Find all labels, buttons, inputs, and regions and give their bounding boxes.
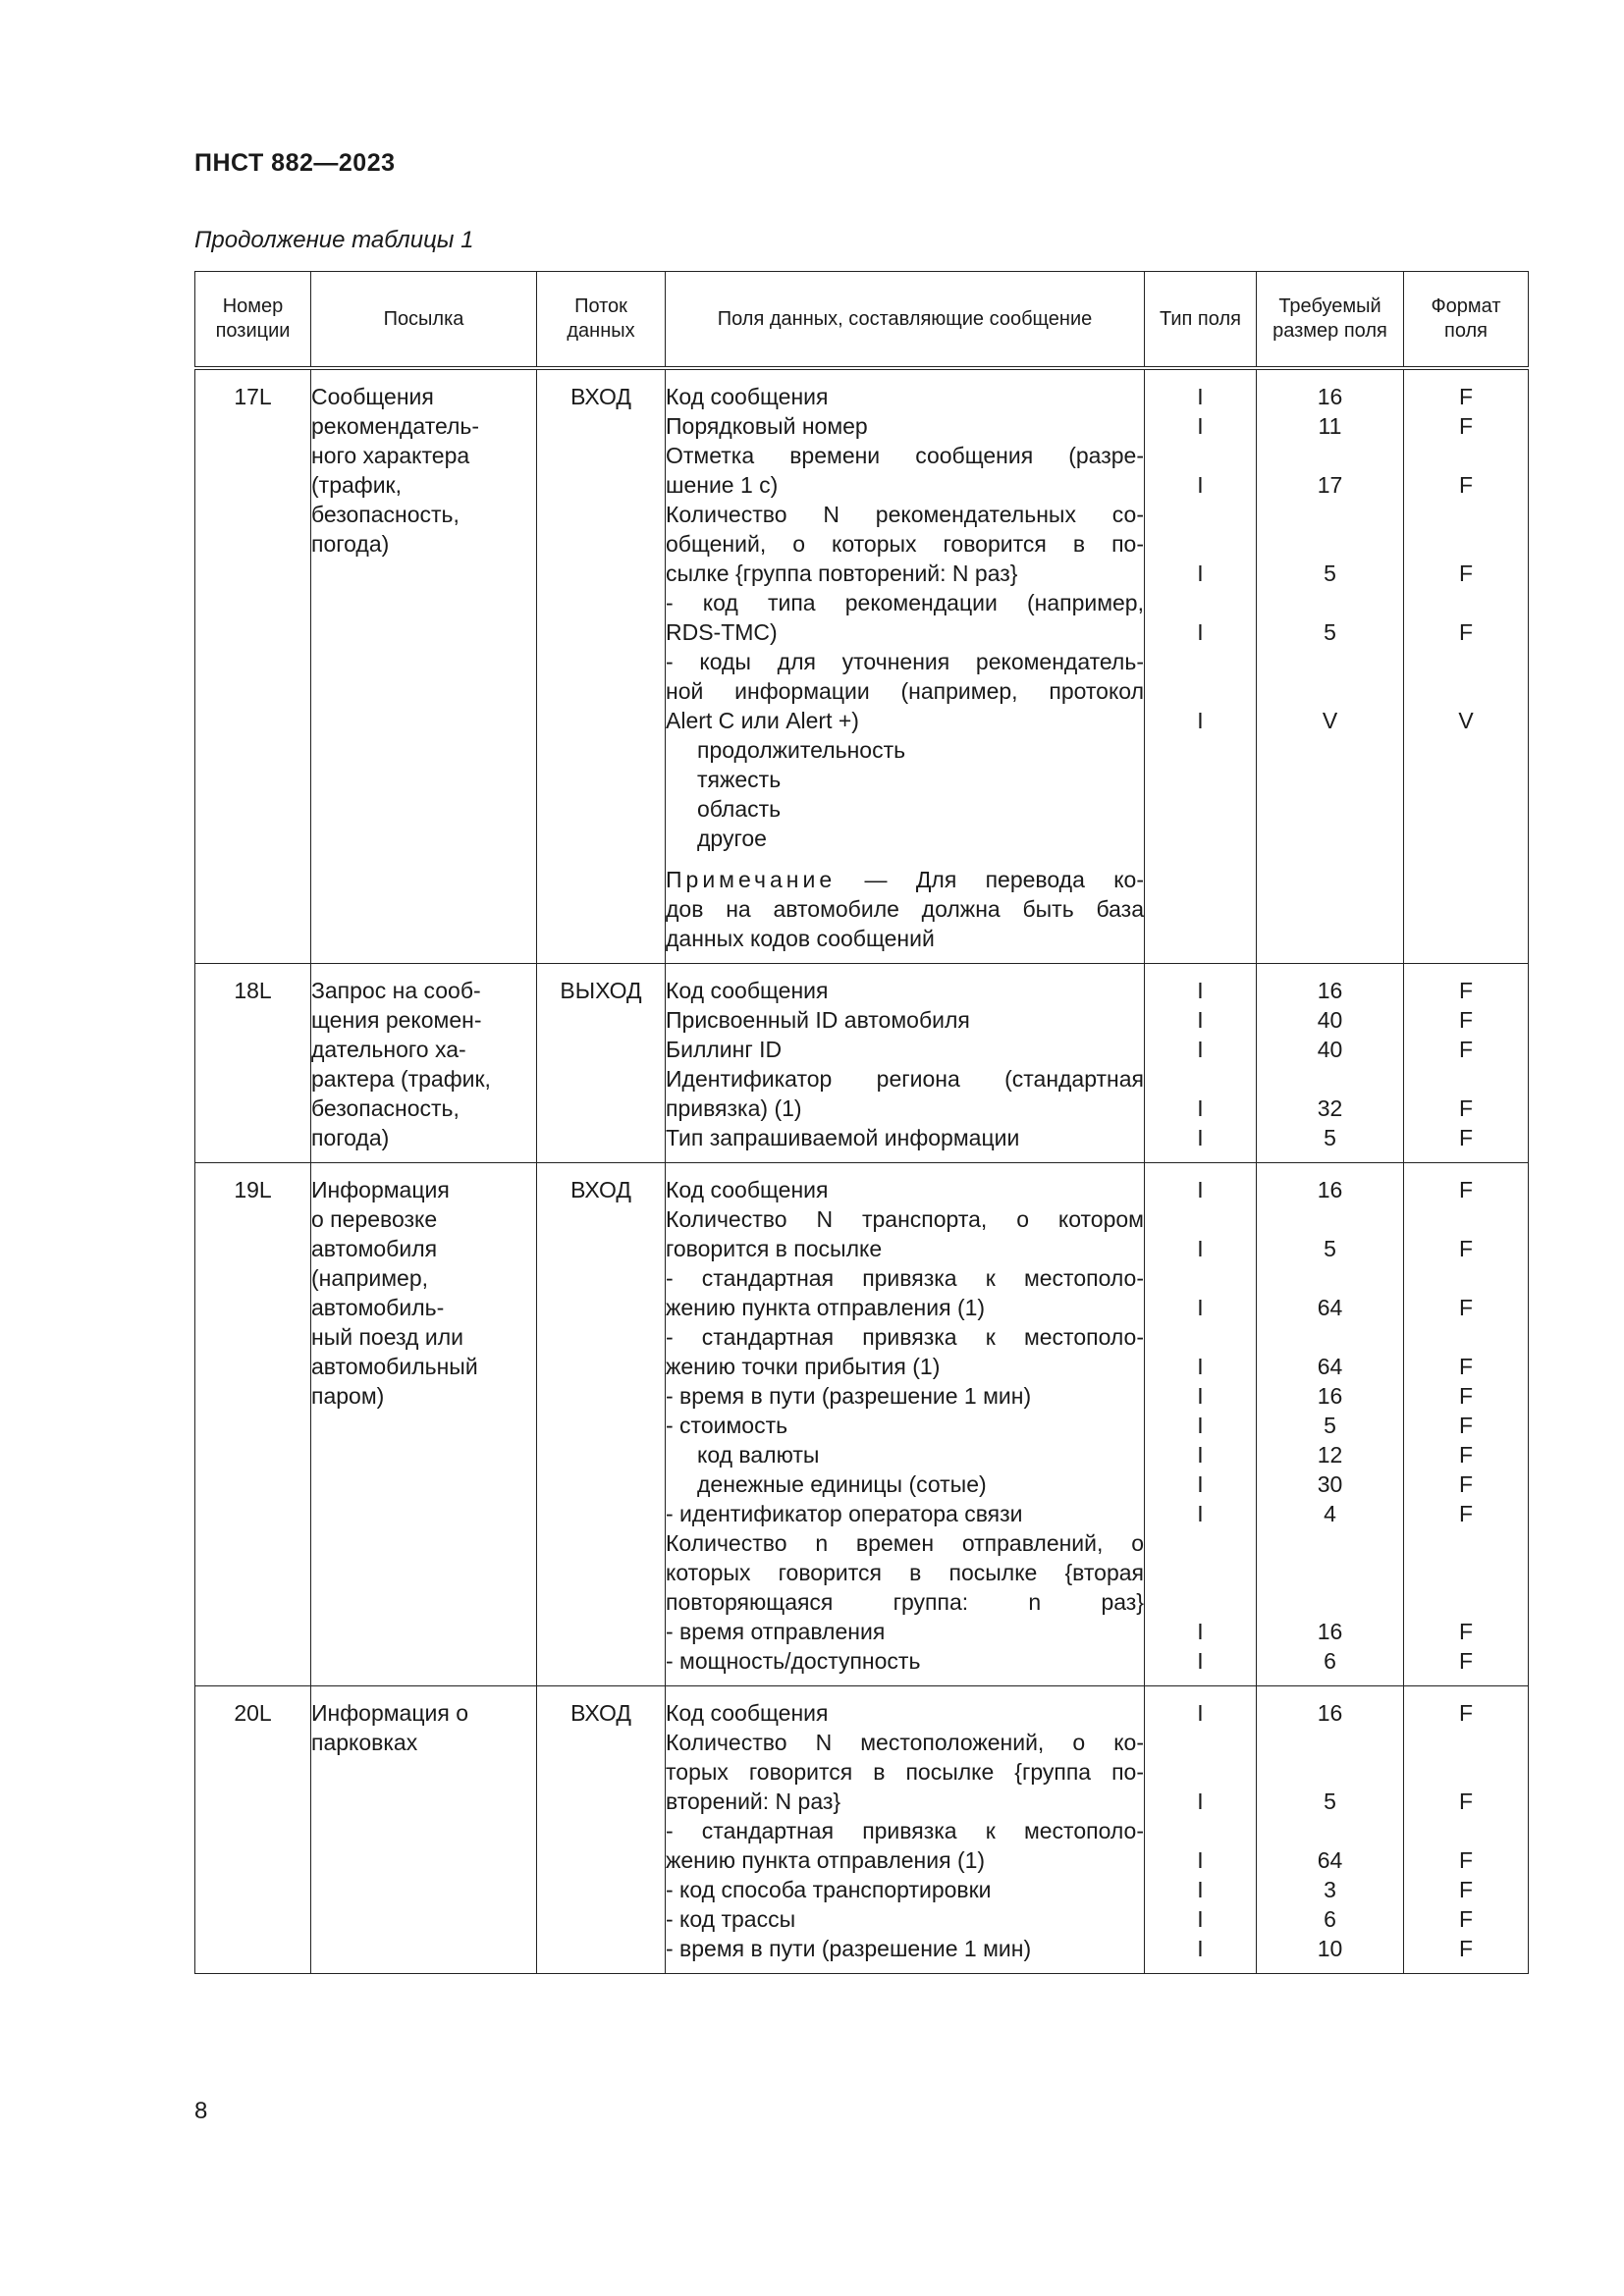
- field-format: F: [1458, 1177, 1474, 1202]
- field-line: - код трассы: [666, 1906, 796, 1932]
- field-type: I: [1197, 1648, 1204, 1674]
- field-size: 40: [1317, 1007, 1343, 1033]
- field-format: [1404, 588, 1528, 617]
- field-format: F: [1458, 1877, 1474, 1902]
- table-row: [195, 964, 1529, 1163]
- message-line: погода): [311, 531, 390, 557]
- field-type: I: [1197, 1095, 1204, 1121]
- field-type: [1145, 529, 1256, 559]
- field-size: 11: [1318, 413, 1342, 439]
- field-line: Код сообщения: [666, 1177, 829, 1202]
- field-type: I: [1197, 1877, 1204, 1902]
- field-type: [1145, 500, 1256, 529]
- message-line: (трафик,: [311, 472, 402, 498]
- field-line: Тип запрашиваемой информации: [666, 1125, 1020, 1150]
- field-size: 3: [1324, 1877, 1336, 1902]
- field-line: Код сообщения: [666, 978, 829, 1003]
- field-line: сылке {группа повторений: N раз}: [666, 561, 1018, 586]
- field-line: - время отправления: [666, 1619, 886, 1644]
- field-line: жению пункта отправления (1): [666, 1295, 986, 1320]
- field-size: [1257, 1528, 1403, 1558]
- field-type: I: [1197, 708, 1204, 733]
- field-type: [1145, 1528, 1256, 1558]
- field-line: которых говорится в посылке {вторая: [666, 1560, 1144, 1585]
- field-format: F: [1458, 1383, 1474, 1409]
- field-format: [1404, 1322, 1528, 1352]
- field-size: 5: [1324, 1789, 1336, 1814]
- field-type: I: [1197, 1936, 1204, 1961]
- field-type: [1145, 735, 1256, 765]
- field-size: [1257, 1587, 1403, 1617]
- message-line: дательного ха-: [311, 1037, 466, 1062]
- field-format: F: [1458, 1471, 1474, 1497]
- row-number: 18L: [195, 964, 311, 1163]
- field-type: I: [1197, 1906, 1204, 1932]
- field-line: RDS-TMC): [666, 619, 778, 645]
- field-size: [1257, 735, 1403, 765]
- field-size: 5: [1324, 1125, 1336, 1150]
- header-size: Требуемый размер поля: [1257, 272, 1404, 369]
- field-format: [1404, 1064, 1528, 1094]
- document-header: ПНСТ 882—2023: [194, 149, 396, 177]
- field-line: Идентификатор региона (стандартная: [666, 1066, 1144, 1092]
- field-size: [1257, 500, 1403, 529]
- field-size: [1257, 1204, 1403, 1234]
- field-line: Количество n времен отправлений, о: [666, 1530, 1144, 1556]
- field-format: [1404, 676, 1528, 706]
- field-type: [1145, 647, 1256, 676]
- message-line: безопасность,: [311, 1095, 460, 1121]
- field-format: F: [1458, 1354, 1474, 1379]
- field-type: I: [1197, 1847, 1204, 1873]
- field-format: [1404, 1558, 1528, 1587]
- row-fields: [666, 368, 1145, 964]
- table-header-row: [195, 272, 1529, 369]
- field-size: 32: [1317, 1095, 1343, 1121]
- row-flow: ВХОД: [537, 1686, 666, 1974]
- field-line: жению точки прибытия (1): [666, 1354, 941, 1379]
- field-size: 16: [1317, 1177, 1343, 1202]
- field-size: [1257, 529, 1403, 559]
- field-line: - стоимость: [666, 1413, 788, 1438]
- field-format: V: [1458, 708, 1474, 733]
- field-size: 17: [1317, 472, 1343, 498]
- field-line: говорится в посылке: [666, 1236, 883, 1261]
- row-fields: [666, 1686, 1145, 1974]
- note-text: — Для перевода ко-: [864, 867, 1145, 892]
- field-type: I: [1197, 1442, 1204, 1468]
- field-line: тяжесть: [697, 767, 782, 792]
- row-field-sizes: [1257, 1686, 1404, 1974]
- row-field-formats: [1404, 1686, 1529, 1974]
- field-line: Порядковый номер: [666, 413, 868, 439]
- message-line: рактера (трафик,: [311, 1066, 491, 1092]
- field-format: [1404, 794, 1528, 824]
- field-size: [1257, 676, 1403, 706]
- field-size: 5: [1324, 1413, 1336, 1438]
- field-type: [1145, 1728, 1256, 1757]
- field-format: [1404, 1728, 1528, 1757]
- field-type: I: [1197, 1125, 1204, 1150]
- field-line: продолжительность: [697, 737, 906, 763]
- field-format: F: [1458, 978, 1474, 1003]
- field-format: F: [1458, 1007, 1474, 1033]
- row-number: 17L: [195, 368, 311, 964]
- field-line: Alert C или Alert +): [666, 708, 859, 733]
- field-type: I: [1197, 1037, 1204, 1062]
- field-type: [1145, 676, 1256, 706]
- field-format: [1404, 1587, 1528, 1617]
- note-line: дов на автомобиле должна быть база: [666, 896, 1144, 922]
- message-line: автомобиля: [311, 1236, 438, 1261]
- field-size: 64: [1317, 1295, 1343, 1320]
- field-type: [1145, 1064, 1256, 1094]
- field-format: F: [1458, 1936, 1474, 1961]
- field-format: F: [1458, 472, 1474, 498]
- field-format: F: [1458, 1700, 1474, 1726]
- field-line: - идентификатор оператора связи: [666, 1501, 1023, 1526]
- field-size: 5: [1324, 1236, 1336, 1261]
- field-type: I: [1197, 1354, 1204, 1379]
- field-format: F: [1458, 1037, 1474, 1062]
- field-size: [1257, 1757, 1403, 1787]
- field-type: I: [1197, 978, 1204, 1003]
- row-message: [311, 1163, 537, 1686]
- field-size: 10: [1317, 1936, 1343, 1961]
- field-line: Количество N транспорта, о котором: [666, 1206, 1144, 1232]
- field-type: I: [1197, 1700, 1204, 1726]
- field-size: [1257, 1263, 1403, 1293]
- message-line: паром): [311, 1383, 385, 1409]
- field-line: область: [697, 796, 782, 822]
- field-size: 16: [1317, 1700, 1343, 1726]
- field-format: [1404, 1528, 1528, 1558]
- message-line: щения рекомен-: [311, 1007, 482, 1033]
- field-line: Код сообщения: [666, 384, 829, 409]
- field-format: [1404, 529, 1528, 559]
- field-size: 16: [1317, 1383, 1343, 1409]
- header-fmt: Формат поля: [1404, 272, 1529, 369]
- field-format: [1404, 735, 1528, 765]
- header-type: Тип поля: [1145, 272, 1257, 369]
- field-size: [1257, 441, 1403, 470]
- field-type: I: [1197, 1177, 1204, 1202]
- field-line: - код типа рекомендации (например,: [666, 590, 1144, 615]
- page-number: 8: [194, 2098, 208, 2124]
- field-size: [1257, 1322, 1403, 1352]
- header-msg: Посылка: [311, 272, 537, 369]
- field-type: I: [1197, 1413, 1204, 1438]
- field-size: 6: [1324, 1648, 1336, 1674]
- message-line: парковках: [311, 1730, 418, 1755]
- field-line: - мощность/доступность: [666, 1648, 921, 1674]
- field-type: I: [1197, 1236, 1204, 1261]
- field-size: 64: [1317, 1354, 1343, 1379]
- field-line: - стандартная привязка к местополо-: [666, 1818, 1144, 1843]
- row-field-formats: [1404, 1163, 1529, 1686]
- field-format: F: [1458, 1236, 1474, 1261]
- row-field-sizes: [1257, 964, 1404, 1163]
- field-format: F: [1458, 1906, 1474, 1932]
- field-size: [1257, 1728, 1403, 1757]
- field-line: Количество N местоположений, о ко-: [666, 1730, 1144, 1755]
- field-type: I: [1197, 1471, 1204, 1497]
- field-format: F: [1458, 1413, 1474, 1438]
- field-format: [1404, 441, 1528, 470]
- field-line: торых говорится в посылке {группа по-: [666, 1759, 1144, 1785]
- field-format: F: [1458, 619, 1474, 645]
- field-format: F: [1458, 1125, 1474, 1150]
- field-size: [1257, 794, 1403, 824]
- message-line: ный поезд или: [311, 1324, 463, 1350]
- field-size: [1257, 1816, 1403, 1845]
- field-size: [1257, 1064, 1403, 1094]
- field-size: 16: [1317, 978, 1343, 1003]
- field-type: I: [1197, 1619, 1204, 1644]
- field-format: [1404, 1263, 1528, 1293]
- message-line: Запрос на сооб-: [311, 978, 481, 1003]
- field-format: F: [1458, 1648, 1474, 1674]
- field-type: I: [1197, 561, 1204, 586]
- field-size: 64: [1317, 1847, 1343, 1873]
- field-line: ной информации (например, протокол: [666, 678, 1144, 704]
- field-size: 30: [1317, 1471, 1343, 1497]
- field-format: [1404, 647, 1528, 676]
- message-line: Информация о: [311, 1700, 469, 1726]
- field-line: привязка) (1): [666, 1095, 802, 1121]
- field-type: [1145, 441, 1256, 470]
- field-size: 5: [1324, 619, 1336, 645]
- spec-table: [194, 271, 1529, 1974]
- field-line: код валюты: [697, 1442, 820, 1468]
- field-format: F: [1458, 1789, 1474, 1814]
- field-format: F: [1458, 384, 1474, 409]
- header-fields: Поля данных, составляющие сообщение: [666, 272, 1145, 369]
- field-line: - стандартная привязка к местополо-: [666, 1265, 1144, 1291]
- field-type: [1145, 1322, 1256, 1352]
- row-fields: [666, 964, 1145, 1163]
- field-size: 16: [1317, 1619, 1343, 1644]
- message-line: Информация: [311, 1177, 450, 1202]
- field-line: - время в пути (разрешение 1 мин): [666, 1936, 1032, 1961]
- header-num: Номер позиции: [195, 272, 311, 369]
- table-row: [195, 368, 1529, 964]
- field-size: [1257, 824, 1403, 853]
- table-row: [195, 1163, 1529, 1686]
- field-type: I: [1197, 1789, 1204, 1814]
- table-row: [195, 1686, 1529, 1974]
- field-format: [1404, 765, 1528, 794]
- field-size: [1257, 1558, 1403, 1587]
- field-line: - стандартная привязка к местополо-: [666, 1324, 1144, 1350]
- field-format: [1404, 1757, 1528, 1787]
- field-type: [1145, 824, 1256, 853]
- row-field-formats: [1404, 964, 1529, 1163]
- field-size: 4: [1324, 1501, 1336, 1526]
- field-type: I: [1197, 413, 1204, 439]
- message-line: автомобильный: [311, 1354, 478, 1379]
- message-line: погода): [311, 1125, 390, 1150]
- field-type: [1145, 1558, 1256, 1587]
- field-line: Отметка времени сообщения (разре-: [666, 443, 1144, 468]
- field-size: 6: [1324, 1906, 1336, 1932]
- field-format: F: [1458, 1095, 1474, 1121]
- field-line: вторений: N раз}: [666, 1789, 841, 1814]
- field-format: F: [1458, 1295, 1474, 1320]
- field-line: Биллинг ID: [666, 1037, 783, 1062]
- row-flow: ВХОД: [537, 1163, 666, 1686]
- field-format: F: [1458, 1501, 1474, 1526]
- field-format: F: [1458, 1619, 1474, 1644]
- row-number: 20L: [195, 1686, 311, 1974]
- field-line: другое: [697, 826, 767, 851]
- row-field-formats: [1404, 368, 1529, 964]
- row-field-types: [1145, 368, 1257, 964]
- field-format: [1404, 824, 1528, 853]
- field-line: шение 1 с): [666, 472, 779, 498]
- field-type: I: [1197, 1383, 1204, 1409]
- row-field-types: [1145, 1686, 1257, 1974]
- field-line: Количество N рекомендательных со-: [666, 502, 1144, 527]
- field-format: F: [1458, 413, 1474, 439]
- row-flow: ВХОД: [537, 368, 666, 964]
- row-number: 19L: [195, 1163, 311, 1686]
- message-line: рекомендатель-: [311, 413, 480, 439]
- field-type: I: [1197, 1007, 1204, 1033]
- field-format: F: [1458, 561, 1474, 586]
- field-line: общений, о которых говорится в по-: [666, 531, 1144, 557]
- field-format: F: [1458, 1847, 1474, 1873]
- field-size: 16: [1317, 384, 1343, 409]
- row-message: [311, 1686, 537, 1974]
- row-message: [311, 368, 537, 964]
- field-line: денежные единицы (сотые): [697, 1471, 987, 1497]
- field-type: [1145, 1816, 1256, 1845]
- field-format: [1404, 500, 1528, 529]
- field-size: [1257, 588, 1403, 617]
- field-type: [1145, 588, 1256, 617]
- field-format: [1404, 1204, 1528, 1234]
- field-type: [1145, 1757, 1256, 1787]
- message-line: автомобиль-: [311, 1295, 445, 1320]
- note-label: Примечание: [666, 867, 837, 892]
- note-line: [666, 865, 1144, 894]
- field-type: [1145, 1204, 1256, 1234]
- row-field-sizes: [1257, 1163, 1404, 1686]
- field-format: [1404, 1816, 1528, 1845]
- field-size: 12: [1317, 1442, 1343, 1468]
- field-size: 5: [1324, 561, 1336, 586]
- field-type: I: [1197, 384, 1204, 409]
- field-type: [1145, 1587, 1256, 1617]
- row-message: [311, 964, 537, 1163]
- row-field-types: [1145, 964, 1257, 1163]
- field-size: [1257, 765, 1403, 794]
- field-type: I: [1197, 472, 1204, 498]
- field-line: повторяющаяся группа: n раз}: [666, 1589, 1144, 1615]
- field-type: I: [1197, 1501, 1204, 1526]
- field-line: - коды для уточнения рекомендатель-: [666, 649, 1144, 674]
- message-line: о перевозке: [311, 1206, 438, 1232]
- field-line: жению пункта отправления (1): [666, 1847, 986, 1873]
- field-line: - код способа транспортировки: [666, 1877, 992, 1902]
- table-body: [195, 368, 1529, 1974]
- field-size: V: [1322, 708, 1338, 733]
- field-format: F: [1458, 1442, 1474, 1468]
- row-fields: [666, 1163, 1145, 1686]
- row-field-sizes: [1257, 368, 1404, 964]
- message-line: безопасность,: [311, 502, 460, 527]
- field-type: I: [1197, 1295, 1204, 1320]
- field-size: 40: [1317, 1037, 1343, 1062]
- field-line: Код сообщения: [666, 1700, 829, 1726]
- note-line: данных кодов сообщений: [666, 926, 935, 951]
- message-line: Сообщения: [311, 384, 434, 409]
- message-line: ного характера: [311, 443, 470, 468]
- field-size: [1257, 647, 1403, 676]
- row-flow: ВЫХОД: [537, 964, 666, 1163]
- message-line: (например,: [311, 1265, 429, 1291]
- header-flow: Поток данных: [537, 272, 666, 369]
- field-type: I: [1197, 619, 1204, 645]
- field-type: [1145, 1263, 1256, 1293]
- field-line: Присвоенный ID автомобиля: [666, 1007, 970, 1033]
- field-type: [1145, 794, 1256, 824]
- row-field-types: [1145, 1163, 1257, 1686]
- table-caption: Продолжение таблицы 1: [194, 227, 474, 253]
- field-line: - время в пути (разрешение 1 мин): [666, 1383, 1032, 1409]
- field-type: [1145, 765, 1256, 794]
